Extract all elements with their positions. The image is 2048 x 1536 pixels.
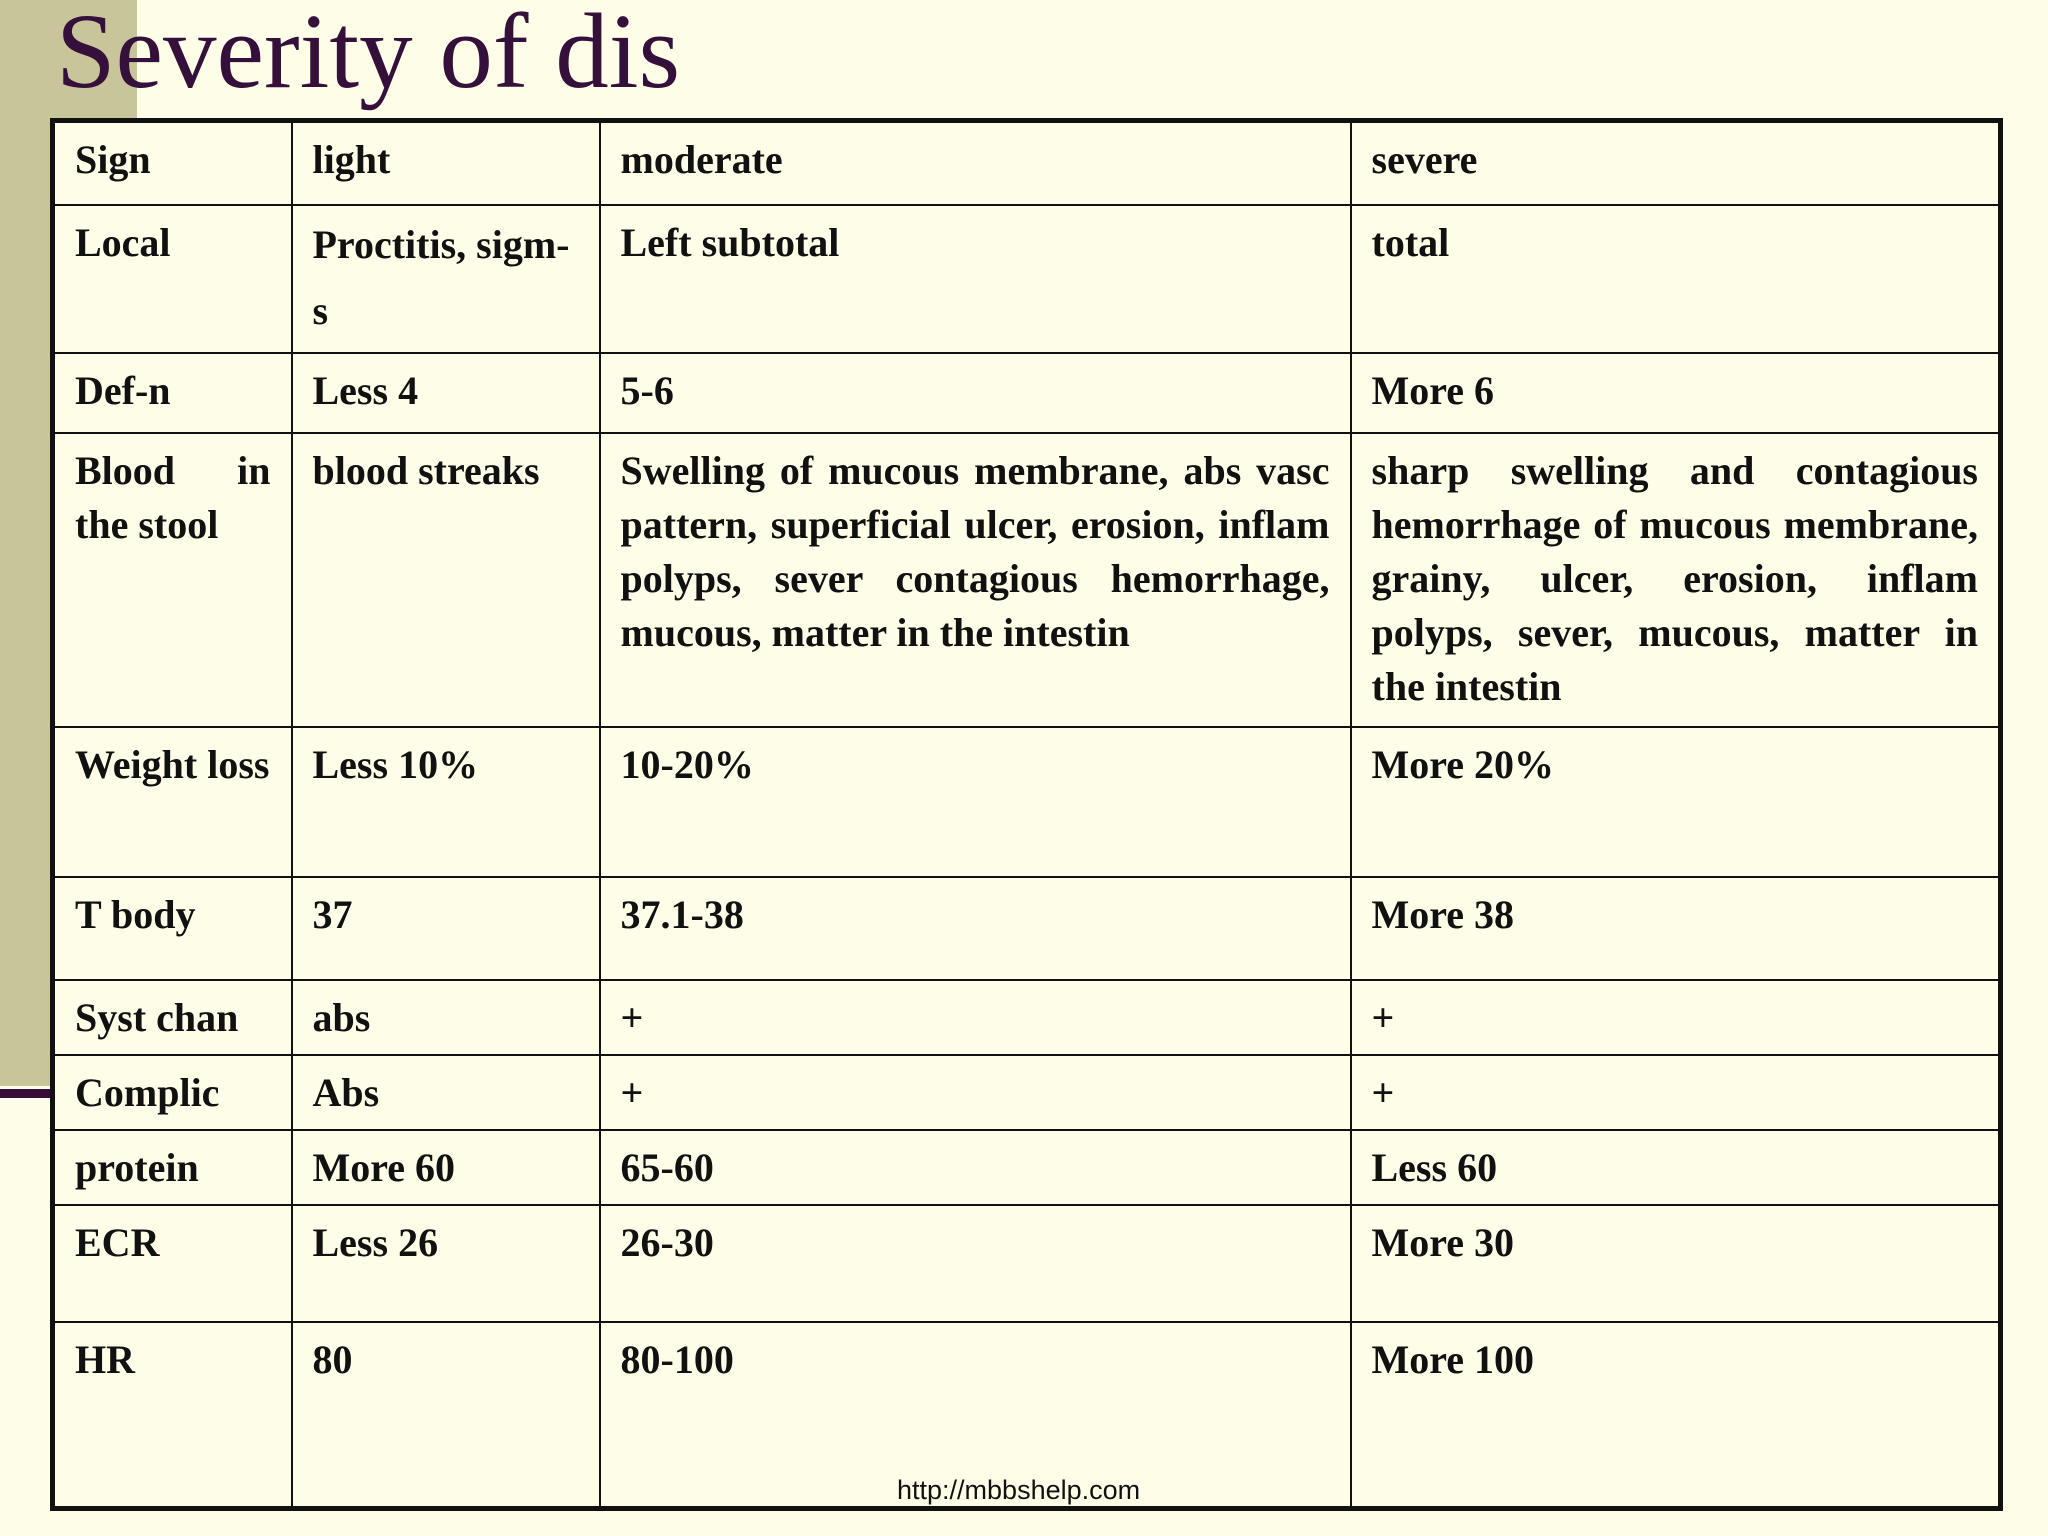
row-light-cell: 80	[292, 1322, 600, 1509]
row-light-cell: 37	[292, 877, 600, 980]
row-sign-cell: Weight loss	[53, 727, 292, 877]
row-moderate-cell: +	[600, 980, 1351, 1055]
table-row	[53, 205, 2001, 353]
row-light-cell: Less 4	[292, 353, 600, 433]
row-moderate-cell: 37.1-38	[600, 877, 1351, 980]
row-moderate-cell: 26-30	[600, 1205, 1351, 1322]
row-moderate-cell: Swelling of mucous membrane, abs vasc pattern, superficial ulcer, erosion, inflam polyps, sever contagious hemorrhage, mucous, matter in the intestin	[600, 433, 1351, 727]
row-moderate-cell: +	[600, 1055, 1351, 1130]
table-row	[53, 1130, 2001, 1205]
row-severe-cell: +	[1351, 1055, 2001, 1130]
row-light-cell: More 60	[292, 1130, 600, 1205]
row-severe-cell: +	[1351, 980, 2001, 1055]
row-light-cell: abs	[292, 980, 600, 1055]
row-light-cell: blood streaks	[292, 433, 600, 727]
row-moderate-cell: 5-6	[600, 353, 1351, 433]
row-moderate-cell: 10-20%	[600, 727, 1351, 877]
table-row	[53, 353, 2001, 433]
table-row	[53, 727, 2001, 877]
row-severe-cell: sharp swelling and contagious hemorrhage of mucous membrane, grainy, ulcer, erosion, inflam polyps, sever, mucous, matter in the intestin	[1351, 433, 2001, 727]
slide-title: Severity of dis	[56, 0, 681, 111]
row-sign-cell: HR	[53, 1322, 292, 1509]
row-sign-cell: ECR	[53, 1205, 292, 1322]
severity-table	[50, 118, 2003, 1511]
header-cell-moderate: moderate	[600, 121, 1351, 205]
row-sign-cell: Complic	[53, 1055, 292, 1130]
row-sign-cell: Def-n	[53, 353, 292, 433]
header-cell-severe: severe	[1351, 121, 2001, 205]
row-light-cell: Less 10%	[292, 727, 600, 877]
row-light-cell: Less 26	[292, 1205, 600, 1322]
header-cell-light: light	[292, 121, 600, 205]
row-severe-cell: More 30	[1351, 1205, 2001, 1322]
table-row	[53, 433, 2001, 727]
row-sign-cell: Syst chan	[53, 980, 292, 1055]
table-row	[53, 980, 2001, 1055]
row-sign-cell: Blood in the stool	[53, 433, 292, 727]
row-severe-cell: More 6	[1351, 353, 2001, 433]
header-cell-sign: Sign	[53, 121, 292, 205]
row-moderate-cell: 80-100	[600, 1322, 1351, 1509]
row-severe-cell: More 100	[1351, 1322, 2001, 1509]
row-severe-cell: Less 60	[1351, 1130, 2001, 1205]
row-sign-cell: protein	[53, 1130, 292, 1205]
table-header-row	[53, 121, 2001, 205]
table-row	[53, 1205, 2001, 1322]
row-severe-cell: More 20%	[1351, 727, 2001, 877]
table-row	[53, 877, 2001, 980]
row-severe-cell: More 38	[1351, 877, 2001, 980]
row-sign-cell: Local	[53, 205, 292, 353]
row-sign-cell: T body	[53, 877, 292, 980]
table-row	[53, 1055, 2001, 1130]
footer-url: http://mbbshelp.com	[897, 1475, 1141, 1505]
row-light-cell: Proctitis, sigm-s	[292, 205, 600, 353]
row-severe-cell: total	[1351, 205, 2001, 353]
row-light-cell: Abs	[292, 1055, 600, 1130]
row-moderate-cell: Left subtotal	[600, 205, 1351, 353]
row-moderate-cell: 65-60	[600, 1130, 1351, 1205]
slide-accent-line	[0, 1089, 56, 1098]
